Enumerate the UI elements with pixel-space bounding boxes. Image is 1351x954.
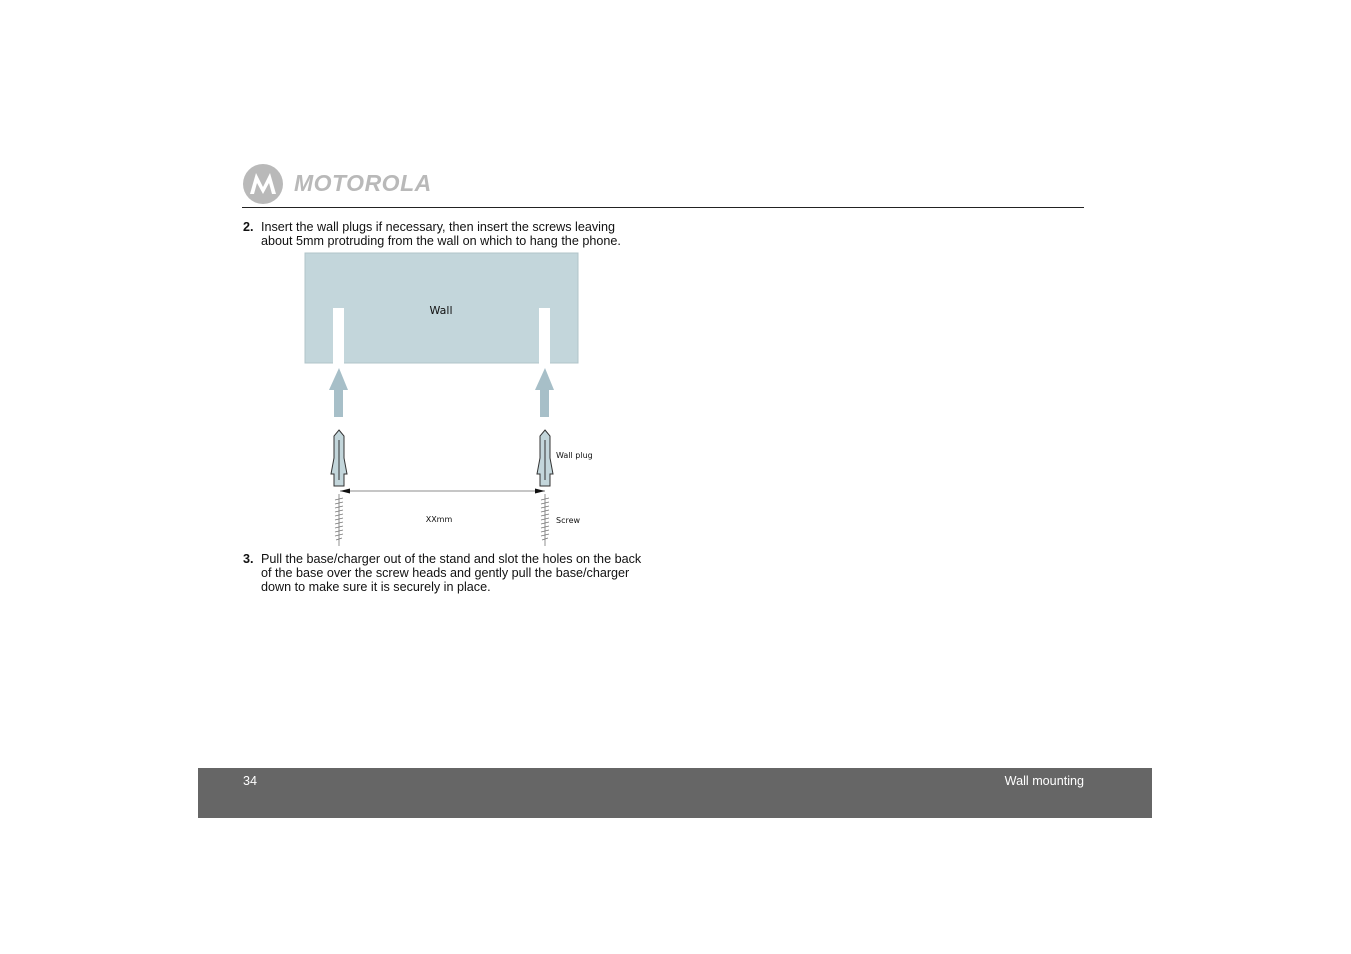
arrow-up-left [329,368,348,417]
motorola-batwing-icon [242,162,286,206]
screw-label: Screw [556,516,581,525]
step-number: 3. [243,552,254,566]
screw-right [541,494,549,546]
distance-label: XXmm [425,515,453,524]
step-2 [243,220,643,250]
step-text [261,220,621,248]
page-number: 34 [243,774,258,788]
step-line: about 5mm protruding from the wall on which to hang the phone. [261,234,621,248]
step-3 [243,552,663,596]
wall-plug-right [537,430,553,486]
step-line: Pull the base/charger out of the stand and slot the holes on the back [261,552,642,566]
header-rule [242,207,1084,208]
logo-wordmark: MOTOROLA [294,170,432,196]
wall-hole-right [539,308,550,364]
step-line: Insert the wall plugs if necessary, then insert the screws leaving [261,220,615,234]
step-text [261,552,641,594]
wall-mount-diagram [300,250,600,550]
distance-dimension [340,489,545,494]
wall-label: Wall [429,304,453,317]
section-title: Wall mounting [1004,774,1084,788]
motorola-logo [242,162,457,206]
wall-hole-left [333,308,344,364]
step-line: down to make sure it is securely in place. [261,580,491,594]
wall-plug-left [331,430,347,486]
step-line: of the base over the screw heads and gently pull the base/charger [261,566,630,580]
arrow-up-right [535,368,554,417]
step-number: 2. [243,220,254,234]
screw-left [335,494,343,546]
wall-plug-label: Wall plug [556,451,593,460]
page-footer [198,768,1152,818]
